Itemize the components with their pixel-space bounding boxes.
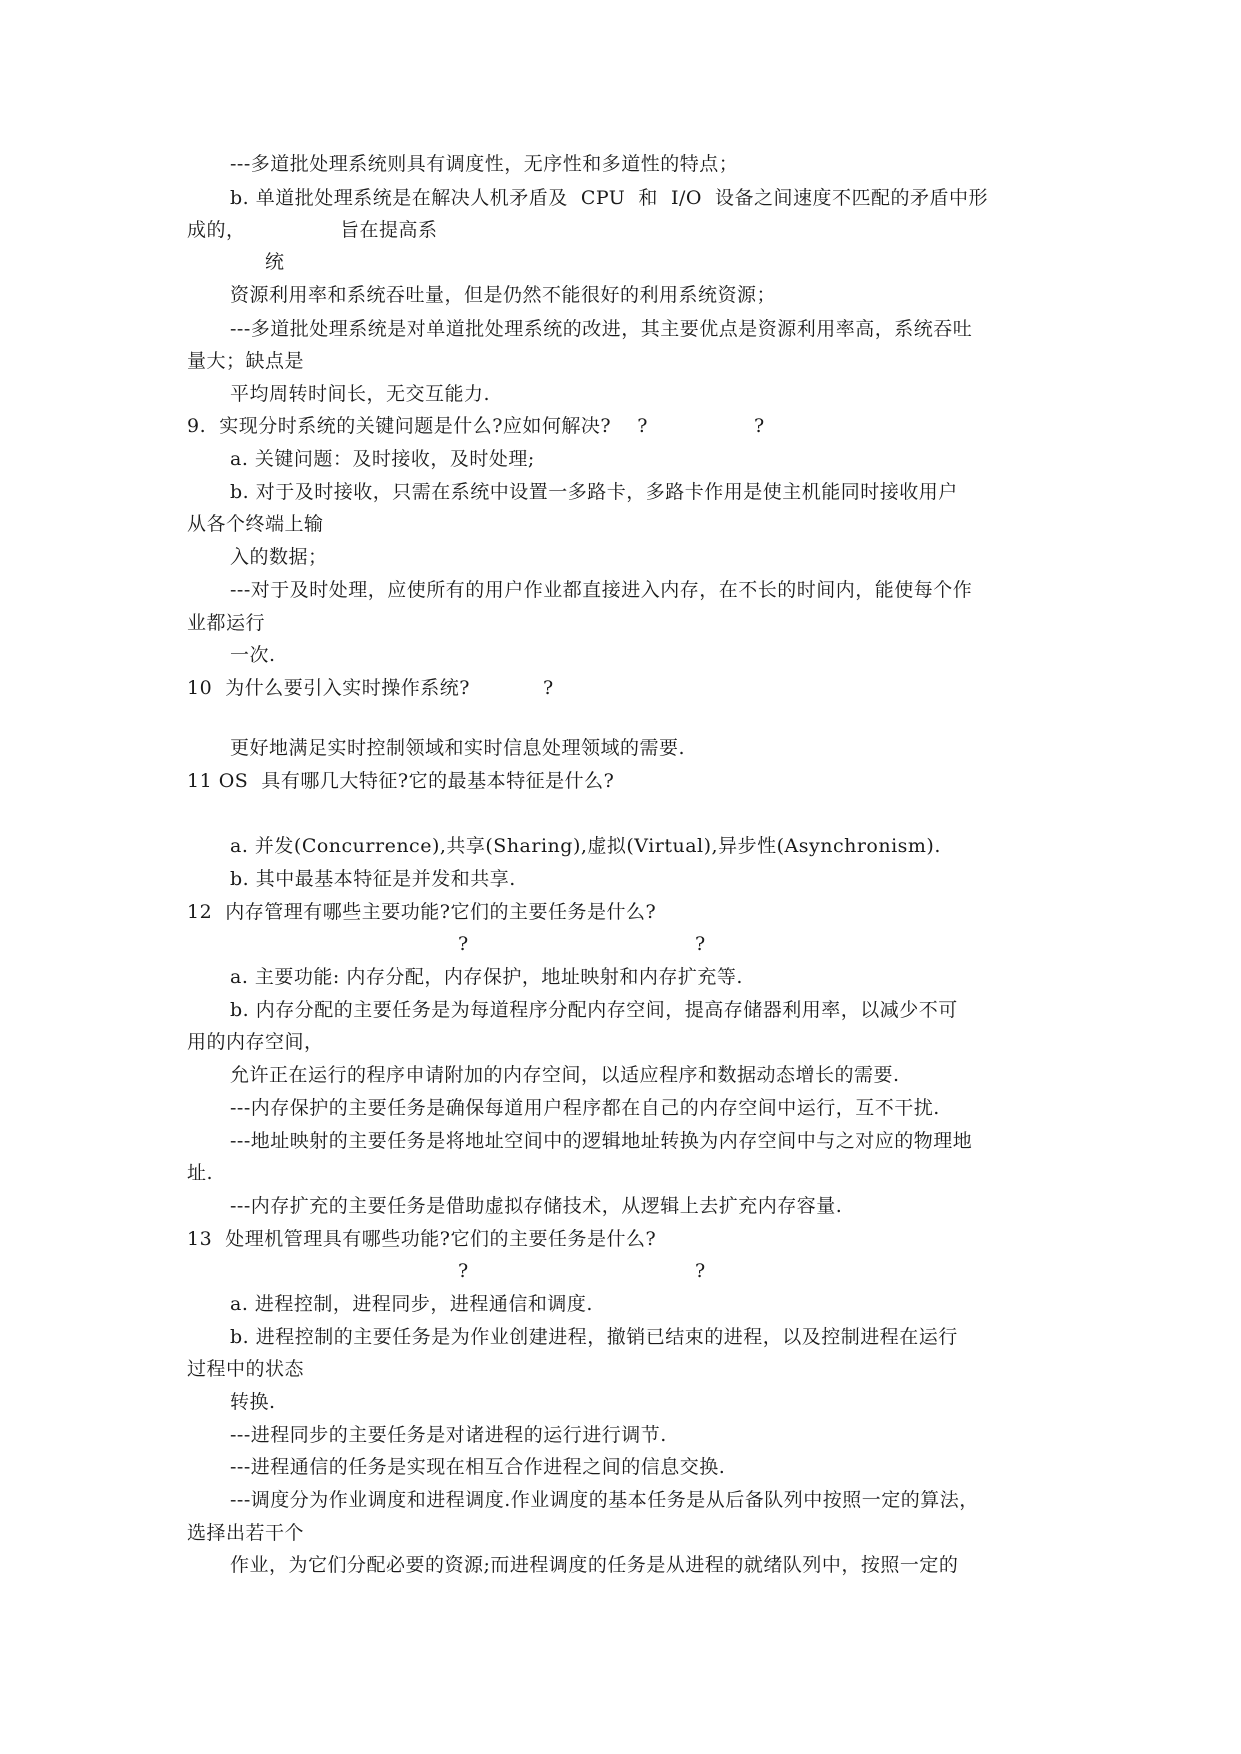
- text-line: 入的数据；: [230, 546, 328, 568]
- text-line: 从各个终端上输: [187, 513, 324, 535]
- text-line: ---多道批处理系统则具有调度性，无序性和多道性的特点；: [230, 153, 739, 175]
- question-heading: 12 内存管理有哪些主要功能?它们的主要任务是什么?: [187, 901, 657, 923]
- text-line: ---内存扩充的主要任务是借助虚拟存储技术，从逻辑上去扩充内存容量.: [230, 1195, 843, 1217]
- text-line: ?: [754, 415, 765, 437]
- text-line: b. 进程控制的主要任务是为作业创建进程，撤销已结束的进程，以及控制进程在运行: [230, 1326, 958, 1348]
- text-line: 转换.: [230, 1391, 276, 1413]
- text-line: 旨在提高系: [340, 219, 438, 241]
- text-line: a. 主要功能: 内存分配，内存保护，地址映射和内存扩充等.: [230, 966, 743, 988]
- text-line: ---对于及时处理，应使所有的用户作业都直接进入内存，在不长的时间内，能使每个作: [230, 579, 973, 601]
- text-line: 成的，: [187, 219, 246, 241]
- text-line: ---进程同步的主要任务是对诸进程的运行进行调节.: [230, 1424, 667, 1446]
- text-line: 统: [265, 251, 285, 273]
- text-line: b. 内存分配的主要任务是为每道程序分配内存空间，提高存储器利用率，以减少不可: [230, 999, 958, 1021]
- text-line: 一次.: [230, 644, 276, 666]
- text-line: 过程中的状态: [187, 1358, 305, 1380]
- text-line: ---地址映射的主要任务是将地址空间中的逻辑地址转换为内存空间中与之对应的物理地: [230, 1130, 973, 1152]
- question-heading: 11 OS 具有哪几大特征?它的最基本特征是什么?: [187, 770, 615, 792]
- text-line: 更好地满足实时控制领域和实时信息处理领域的需要.: [230, 737, 686, 759]
- text-line: ?: [695, 1260, 706, 1282]
- text-line: ---内存保护的主要任务是确保每道用户程序都在自己的内存空间中运行，互不干扰.: [230, 1097, 940, 1119]
- text-line: a. 进程控制，进程同步，进程通信和调度.: [230, 1293, 593, 1315]
- text-line: ?: [695, 933, 706, 955]
- text-line: 用的内存空间，: [187, 1031, 324, 1053]
- text-line: ?: [543, 677, 554, 699]
- question-heading: 10 为什么要引入实时操作系统?: [187, 677, 470, 699]
- text-line: 资源利用率和系统吞吐量，但是仍然不能很好的利用系统资源；: [230, 284, 777, 306]
- question-heading: 13 处理机管理具有哪些功能?它们的主要任务是什么?: [187, 1228, 657, 1250]
- text-line: 址.: [187, 1162, 214, 1184]
- text-line: ---多道批处理系统是对单道批处理系统的改进，其主要优点是资源利用率高，系统吞吐: [230, 318, 973, 340]
- question-heading: 9. 实现分时系统的关键问题是什么?应如何解决? ?: [187, 415, 648, 437]
- text-line: 允许正在运行的程序申请附加的内存空间，以适应程序和数据动态增长的需要.: [230, 1064, 900, 1086]
- text-line: 量大；缺点是: [187, 350, 305, 372]
- text-line: 作业，为它们分配必要的资源;而进程调度的任务是从进程的就绪队列中，按照一定的: [230, 1554, 959, 1576]
- text-line: 业都运行: [187, 612, 266, 634]
- text-line: ---进程通信的任务是实现在相互合作进程之间的信息交换.: [230, 1456, 726, 1478]
- text-line: ---调度分为作业调度和进程调度.作业调度的基本任务是从后备队列中按照一定的算法，: [230, 1489, 979, 1511]
- text-line: 选择出若干个: [187, 1522, 305, 1544]
- text-line: ?: [458, 933, 469, 955]
- text-line: b. 对于及时接收，只需在系统中设置一多路卡，多路卡作用是使主机能同时接收用户: [230, 481, 958, 503]
- text-line: 平均周转时间长，无交互能力.: [230, 383, 491, 405]
- text-line: a. 并发(Concurrence),共享(Sharing),虚拟(Virtual),异步性(Asynchronism).: [230, 835, 941, 857]
- text-line: b. 单道批处理系统是在解决人机矛盾及 CPU 和 I/O 设备之间速度不匹配的矛盾中形: [230, 187, 989, 209]
- text-line: ?: [458, 1260, 469, 1282]
- text-line: b. 其中最基本特征是并发和共享.: [230, 868, 516, 890]
- text-line: a. 关键问题：及时接收，及时处理;: [230, 448, 535, 470]
